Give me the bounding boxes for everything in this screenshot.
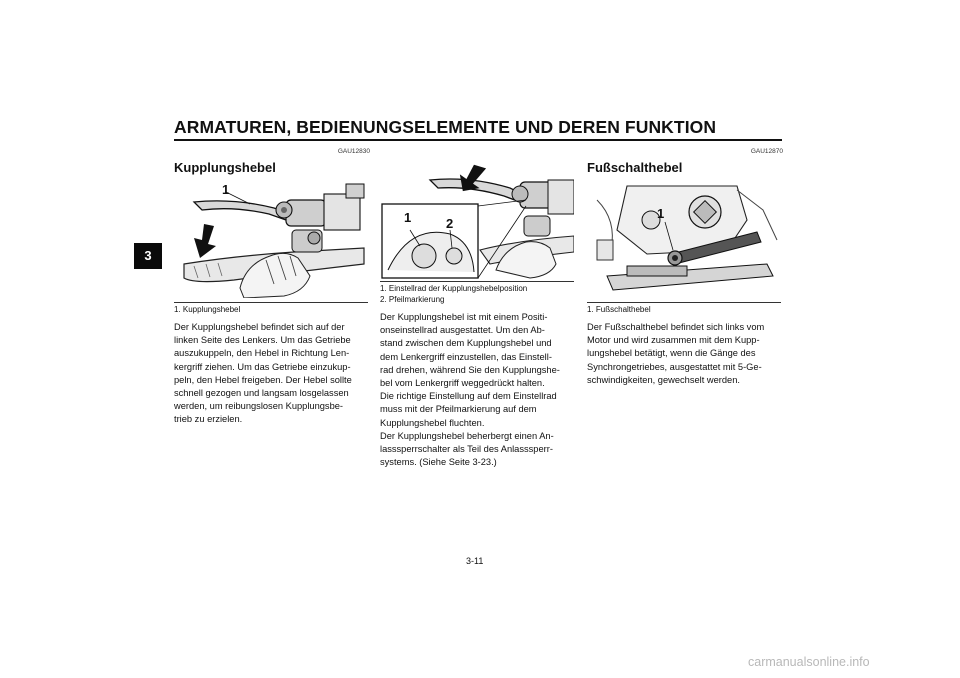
figure-clutch-lever bbox=[174, 180, 368, 298]
page-title: ARMATUREN, BEDIENUNGSELEMENTE UND DEREN FUNKTION bbox=[174, 117, 717, 137]
body-line: auszukuppeln, den Hebel in Richtung Len- bbox=[174, 348, 350, 359]
body-line: Der Kupplungshebel beherbergt einen An- bbox=[380, 430, 554, 441]
body-shift bbox=[587, 321, 787, 387]
body-line: kergriff ziehen. Um das Getriebe einzukup- bbox=[174, 361, 351, 372]
body-clutch bbox=[174, 321, 374, 427]
watermark: carmanualsonline.info bbox=[748, 655, 870, 669]
body-line: Der Kupplungshebel ist mit einem Positi- bbox=[380, 312, 548, 322]
caption-rule bbox=[380, 281, 574, 282]
body-adjust bbox=[380, 311, 580, 469]
figure-shift-pedal bbox=[587, 180, 781, 298]
body-line: Kupplungshebel fluchten. bbox=[380, 417, 485, 428]
body-line: onseinstellrad ausgestattet. Um den Ab- bbox=[380, 325, 545, 336]
caption-shift-1: 1. Fußschalthebel bbox=[587, 305, 651, 314]
body-line: schwindigkeiten, gewechselt werden. bbox=[587, 374, 740, 385]
body-line: trieb zu erzielen. bbox=[174, 414, 243, 425]
body-line: schnell gezogen und langsam losgelassen bbox=[174, 388, 349, 399]
page-number: 3-11 bbox=[466, 556, 484, 566]
heading-shift: Fußschalthebel bbox=[587, 160, 683, 175]
body-line: stand zwischen dem Kupplungshebel und bbox=[380, 338, 552, 349]
caption-rule bbox=[174, 302, 368, 303]
figure-clutch-adjuster bbox=[380, 160, 574, 280]
body-line: Der Kupplungshebel befindet sich auf der bbox=[174, 322, 345, 332]
section-code-clutch: GAU12830 bbox=[337, 148, 370, 155]
body-line: bel vom Lenkergriff weggedrückt halten. bbox=[380, 378, 545, 389]
caption-adjust-1: 1. Einstellrad der Kupplungshebelposition bbox=[380, 284, 528, 293]
body-line: Motor und wird zusammen mit dem Kupp- bbox=[587, 335, 760, 346]
body-line: linken Seite des Lenkers. Um das Getriebe bbox=[174, 335, 351, 346]
caption-clutch-1: 1. Kupplungshebel bbox=[174, 305, 241, 314]
body-line: Der Fußschalthebel befindet sich links vom bbox=[587, 322, 765, 332]
caption-rule bbox=[587, 302, 781, 303]
body-line: dem Lenkergriff einzustellen, das Einstell- bbox=[380, 351, 552, 362]
body-line: werden, um reibungslosen Kupplungsbe- bbox=[174, 401, 344, 412]
figure-callout-1: 1 bbox=[222, 182, 230, 197]
title-rule bbox=[174, 139, 782, 141]
heading-clutch: Kupplungshebel bbox=[174, 160, 276, 175]
body-line: lasssperrschalter als Teil des Anlasssperr- bbox=[380, 444, 553, 455]
body-line: systems. (Siehe Seite 3-23.) bbox=[380, 457, 497, 468]
body-line: peln, den Hebel freigeben. Der Hebel sollte bbox=[174, 374, 352, 385]
body-line: Synchrongetriebes, ausgestattet mit 5-Ge- bbox=[587, 361, 762, 372]
figure-callout-2: 2 bbox=[446, 216, 454, 231]
body-line: muss mit der Pfeilmarkierung auf dem bbox=[380, 404, 537, 415]
body-line: rad drehen, während Sie den Kupplungshe- bbox=[380, 364, 560, 375]
section-code-shift: GAU12870 bbox=[750, 148, 783, 155]
caption-adjust-2: 2. Pfeilmarkierung bbox=[380, 295, 445, 304]
body-line: lungshebel betätigt, wenn die Gänge des bbox=[587, 348, 756, 359]
figure-callout-1: 1 bbox=[404, 210, 412, 225]
chapter-tab: 3 bbox=[134, 243, 162, 269]
figure-callout-1: 1 bbox=[657, 206, 665, 221]
body-line: Die richtige Einstellung auf dem Einstellrad bbox=[380, 391, 557, 402]
